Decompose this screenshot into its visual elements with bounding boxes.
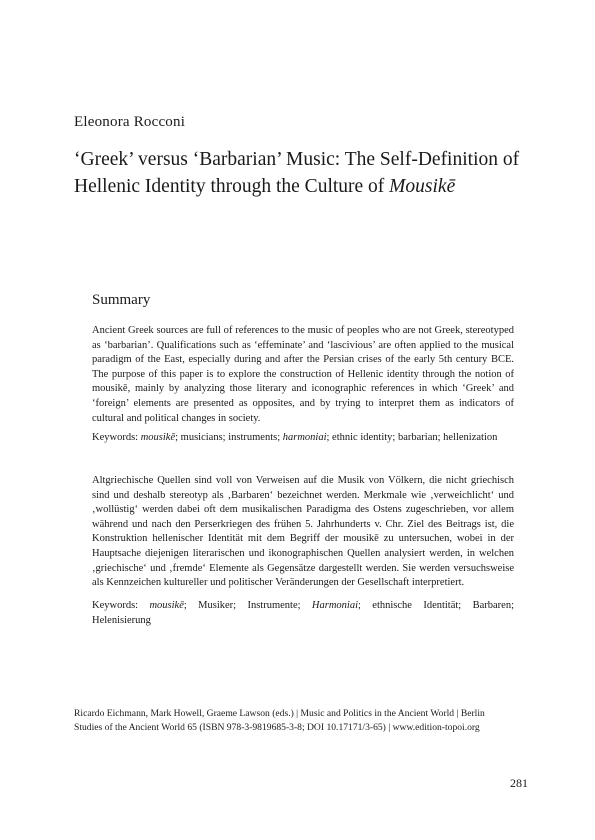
citation-footer: Ricardo Eichmann, Mark Howell, Graeme Lawson (eds.) | Music and Politics in the Ancient World | Berlin Studies of the Ancient World 65 (ISBN 978-3-9819685-3-8; DOI 10.17171/3-65) | www.edition-topoi.org bbox=[74, 708, 485, 733]
article-title bbox=[74, 146, 544, 200]
keyword-text: ; ethnic identity; barbarian; hellenization bbox=[326, 432, 498, 443]
keyword-text: ; ethnische Identität; Barbaren; Helenisierung bbox=[92, 600, 514, 626]
abstract-german: Altgriechische Quellen sind voll von Verweisen auf die Musik von Völkern, die nicht griechisch sind und deshalb stereotyp als ‚Barbaren‘ bezeichnet werden. Merkmale wie ‚verweichlicht‘ und ‚wollüstig‘ werden dabei oft dem musikalischen Paradigma des Ostens zugeschrieben, vor allem während und nach den Perserkriegen des frühen 5. Jahrhunderts v. Chr. Ziel des Beitrags ist, die Konstruktion hellenischer Identität mit dem Begriff der mousikē zu untersuchen, wobei in der Hauptsache diejenigen literarischen und ikonographischen Quellen analysiert werden, in welchen ‚griechische‘ und ‚fremde‘ Elemente als Gegensätze dargestellt werden. Sie werden versuchsweise als Kennzeichen kultureller und politischer Veränderungen der Gesellschaft interpretiert. bbox=[92, 475, 514, 589]
keyword-italic: Harmoniai bbox=[311, 600, 358, 611]
keywords-german bbox=[92, 599, 514, 628]
page-number: 281 bbox=[510, 776, 528, 790]
keywords-label: Keywords: bbox=[92, 600, 150, 611]
keyword-italic: mousikē bbox=[140, 432, 176, 443]
keyword-italic: mousikē bbox=[149, 600, 184, 611]
keyword-italic: harmoniai bbox=[282, 432, 327, 443]
keywords-english bbox=[92, 431, 514, 446]
keyword-text: ; musicians; instruments; bbox=[175, 432, 283, 443]
keyword-text: ; Musiker; Instrumente; bbox=[183, 600, 312, 611]
summary-heading: Summary bbox=[92, 292, 151, 308]
abstract-english: Ancient Greek sources are full of references to the music of peoples who are not Greek, stereotyped as ‘barbarian’. Qualifications such as ‘effeminate’ and ‘lascivious’ are often applied to the musical paradigm of the East, especially during and after the Persian crises of the early 5th century BCE. The purpose of this paper is to explore the construction of Hellenic identity through the notion of mousikē, mainly by analyzing those literary and iconographic references in which ‘Greek’ and ‘foreign’ elements are presented as opposites, and by trying to interpret them as indicators of cultural and political changes in society. bbox=[92, 325, 514, 424]
title-italic: Mousikē bbox=[389, 176, 456, 197]
author-name: Eleonora Rocconi bbox=[74, 114, 186, 130]
title-main: ‘Greek’ versus ‘Barbarian’ Music: The Self-Definition of Hellenic Identity through the Culture of bbox=[74, 149, 520, 197]
keywords-label: Keywords: bbox=[92, 432, 141, 443]
